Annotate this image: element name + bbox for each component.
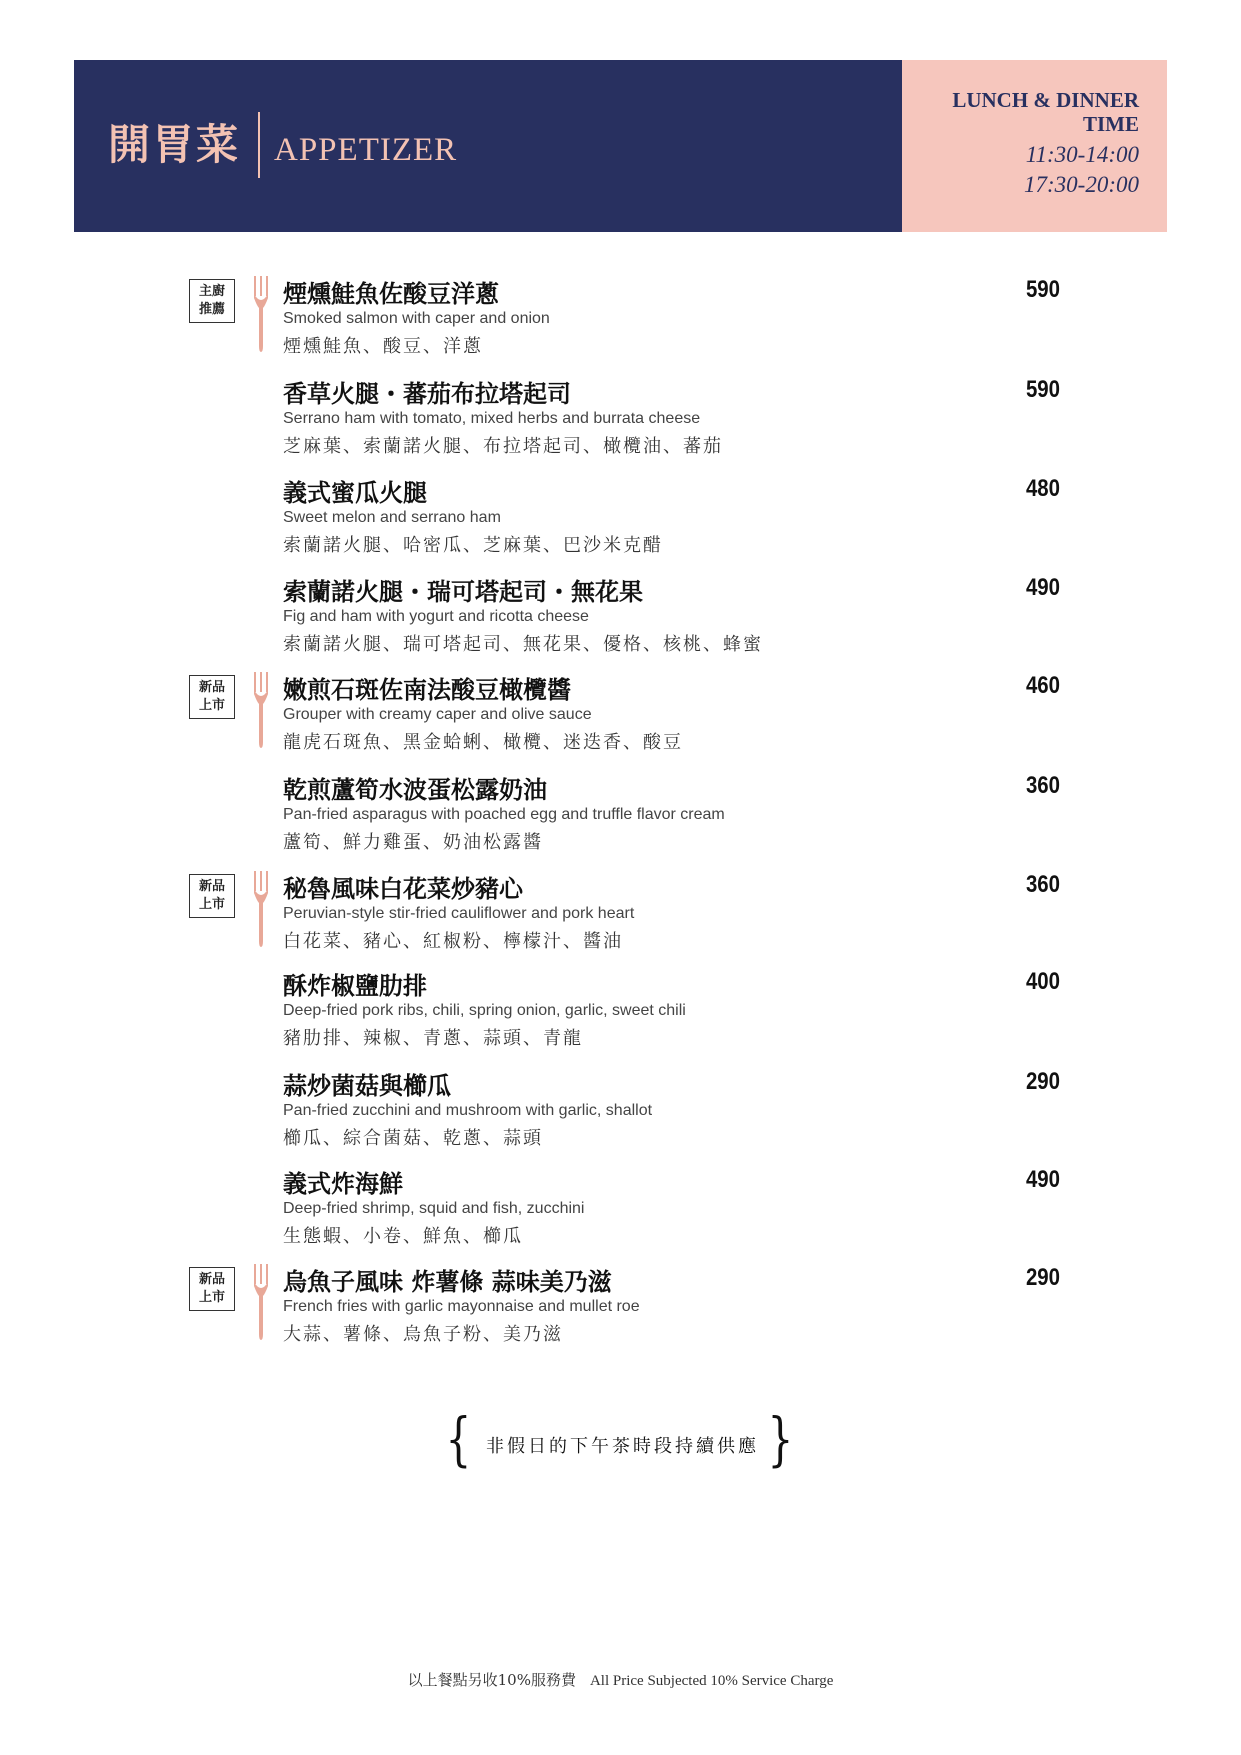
item-price: 490 [1025, 1166, 1060, 1193]
menu-item [0, 376, 1241, 472]
note-text: 非假日的下午茶時段持續供應 [486, 1436, 759, 1457]
menu-item [0, 968, 1241, 1064]
new-item-badge: 新品 上市 [189, 1267, 235, 1311]
item-ingredients: 豬肋排、辣椒、青蔥、蒜頭、青龍 [283, 1028, 583, 1049]
item-price: 460 [1025, 672, 1060, 699]
item-price: 490 [1025, 574, 1060, 601]
item-ingredients: 煙燻鮭魚、酸豆、洋蔥 [283, 336, 483, 357]
item-name-zh: 索蘭諾火腿・瑞可塔起司・無花果 [283, 577, 643, 606]
right-brace: } [767, 1405, 794, 1473]
menu-item [0, 1264, 1241, 1360]
time-label: LUNCH & DINNER TIME [952, 88, 1139, 136]
title-divider [258, 112, 260, 178]
menu-header [74, 60, 1167, 232]
header-title-panel [74, 60, 902, 232]
item-name-zh: 義式炸海鮮 [283, 1169, 403, 1198]
menu-item [0, 871, 1241, 967]
item-name-zh: 酥炸椒鹽肋排 [283, 971, 427, 1000]
item-ingredients: 蘆筍、鮮力雞蛋、奶油松露醬 [283, 832, 543, 853]
item-name-en: Deep-fried pork ribs, chili, spring onion, garlic, sweet chili [283, 1002, 686, 1019]
item-name-zh: 烏魚子風味 炸薯條 蒜味美乃滋 [283, 1267, 612, 1296]
item-ingredients: 大蒜、薯條、烏魚子粉、美乃滋 [283, 1324, 563, 1345]
item-name-en: Sweet melon and serrano ham [283, 509, 501, 526]
item-name-en: Grouper with creamy caper and olive sauce [283, 706, 592, 723]
new-item-badge: 新品 上市 [189, 675, 235, 719]
item-name-en: Peruvian-style stir-fried cauliflower and pork heart [283, 905, 635, 922]
item-name-zh: 乾煎蘆筍水波蛋松露奶油 [283, 775, 547, 804]
item-name-zh: 煙燻鮭魚佐酸豆洋蔥 [283, 279, 499, 308]
lunch-time: 11:30-14:00 [1025, 142, 1139, 167]
item-price: 590 [1025, 276, 1060, 303]
item-name-zh: 蒜炒菌菇與櫛瓜 [283, 1071, 451, 1100]
footer-zh: 以上餐點另收10%服務費 [407, 1671, 576, 1689]
item-name-en: Deep-fried shrimp, squid and fish, zucchini [283, 1200, 585, 1217]
item-price: 360 [1025, 871, 1060, 898]
dinner-time: 17:30-20:00 [1024, 172, 1139, 197]
item-ingredients: 索蘭諾火腿、瑞可塔起司、無花果、優格、核桃、蜂蜜 [283, 634, 763, 655]
item-name-en: French fries with garlic mayonnaise and mullet roe [283, 1298, 640, 1315]
item-name-zh: 嫩煎石斑佐南法酸豆橄欖醬 [283, 675, 571, 704]
item-price: 590 [1025, 376, 1060, 403]
menu-item [0, 475, 1241, 571]
fork-icon [251, 672, 271, 748]
section-title-zh: 開胃菜 [108, 120, 241, 169]
footer-en: All Price Subjected 10% Service Charge [589, 1673, 834, 1689]
menu-item [0, 574, 1241, 670]
item-name-en: Pan-fried zucchini and mushroom with garlic, shallot [283, 1102, 653, 1119]
new-item-badge: 新品 上市 [189, 874, 235, 918]
afternoon-tea-note [440, 1405, 800, 1473]
menu-item [0, 772, 1241, 868]
item-name-en: Fig and ham with yogurt and ricotta cheese [283, 608, 589, 625]
item-price: 290 [1025, 1068, 1060, 1095]
item-price: 480 [1025, 475, 1060, 502]
item-ingredients: 生態蝦、小卷、鮮魚、櫛瓜 [283, 1226, 523, 1247]
menu-item [0, 1068, 1241, 1164]
fork-icon [251, 871, 271, 947]
left-brace: { [445, 1405, 472, 1473]
service-charge-footer [0, 1669, 1241, 1690]
menu-item [0, 276, 1241, 372]
item-name-zh: 秘魯風味白花菜炒豬心 [283, 874, 523, 903]
item-name-en: Pan-fried asparagus with poached egg and truffle flavor cream [283, 806, 725, 823]
section-title-en: APPETIZER [274, 132, 458, 168]
item-price: 290 [1025, 1264, 1060, 1291]
item-ingredients: 櫛瓜、綜合菌菇、乾蔥、蒜頭 [283, 1128, 543, 1149]
item-ingredients: 龍虎石斑魚、黑金蛤蜊、橄欖、迷迭香、酸豆 [283, 732, 683, 753]
item-name-en: Serrano ham with tomato, mixed herbs and burrata cheese [283, 410, 701, 427]
item-price: 360 [1025, 772, 1060, 799]
item-ingredients: 白花菜、豬心、紅椒粉、檸檬汁、醬油 [283, 931, 623, 952]
item-name-zh: 香草火腿・蕃茄布拉塔起司 [283, 379, 571, 408]
item-ingredients: 索蘭諾火腿、哈密瓜、芝麻葉、巴沙米克醋 [283, 535, 663, 556]
header-time-panel [902, 60, 1167, 232]
item-ingredients: 芝麻葉、索蘭諾火腿、布拉塔起司、橄欖油、蕃茄 [283, 436, 723, 457]
menu-item [0, 672, 1241, 768]
item-price: 400 [1025, 968, 1060, 995]
fork-icon [251, 1264, 271, 1340]
item-name-en: Smoked salmon with caper and onion [283, 310, 550, 327]
item-name-zh: 義式蜜瓜火腿 [283, 478, 427, 507]
menu-item [0, 1166, 1241, 1262]
chef-recommend-badge: 主廚 推薦 [189, 279, 235, 323]
fork-icon [251, 276, 271, 352]
